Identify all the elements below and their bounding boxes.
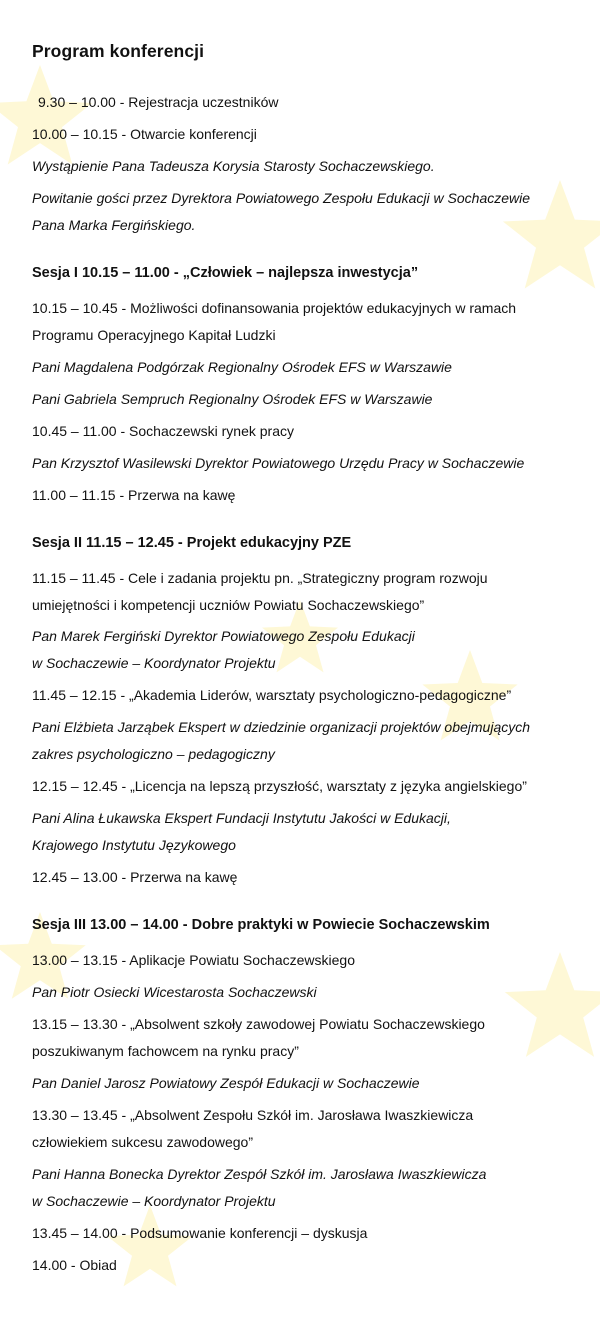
- session-heading: Sesja III 13.00 – 14.00 - Dobre praktyki w Powiecie Sochaczewskim: [32, 917, 490, 933]
- speaker-line: Powitanie gości przez Dyrektora Powiatowego Zespołu Edukacji w Sochaczewie: [32, 190, 531, 206]
- speaker-line: Pani Gabriela Sempruch Regionalny Ośrodek EFS w Warszawie: [32, 391, 433, 407]
- agenda-item: 11.45 – 12.15 - „Akademia Liderów, warsztaty psychologiczno-pedagogiczne”: [32, 687, 512, 703]
- speaker-line: w Sochaczewie – Koordynator Projektu: [32, 655, 276, 671]
- speaker-line: Krajowego Instytutu Językowego: [32, 837, 236, 853]
- speaker-line: Pani Alina Łukawska Ekspert Fundacji Instytutu Jakości w Edukacji,: [32, 810, 451, 826]
- agenda-item: 13.45 – 14.00 - Podsumowanie konferencji – dyskusja: [32, 1225, 368, 1241]
- agenda-item: Programu Operacyjnego Kapitał Ludzki: [32, 327, 276, 343]
- agenda-item: 9.30 – 10.00 - Rejestracja uczestników: [38, 94, 279, 110]
- agenda-item: 10.00 – 10.15 - Otwarcie konferencji: [32, 126, 257, 142]
- speaker-line: Pana Marka Fergińskiego.: [32, 217, 196, 233]
- speaker-line: Pani Magdalena Podgórzak Regionalny Ośrodek EFS w Warszawie: [32, 359, 452, 375]
- agenda-item: 11.00 – 11.15 - Przerwa na kawę: [32, 487, 236, 503]
- speaker-line: w Sochaczewie – Koordynator Projektu: [32, 1193, 276, 1209]
- speaker-line: Pani Hanna Bonecka Dyrektor Zespół Szkół im. Jarosława Iwaszkiewicza: [32, 1166, 487, 1182]
- session-heading: Sesja II 11.15 – 12.45 - Projekt edukacyjny PZE: [32, 535, 352, 551]
- agenda-item: 13.30 – 13.45 - „Absolwent Zespołu Szkół im. Jarosława Iwaszkiewicza: [32, 1107, 474, 1123]
- speaker-line: Pan Krzysztof Wasilewski Dyrektor Powiatowego Urzędu Pracy w Sochaczewie: [32, 455, 525, 471]
- speaker-line: Pani Elżbieta Jarząbek Ekspert w dziedzinie organizacji projektów obejmujących: [32, 719, 531, 735]
- speaker-line: Pan Daniel Jarosz Powiatowy Zespół Edukacji w Sochaczewie: [32, 1075, 420, 1091]
- session-heading: Sesja I 10.15 – 11.00 - „Człowiek – najlepsza inwestycja”: [32, 265, 419, 281]
- speaker-line: Wystąpienie Pana Tadeusza Korysia Starosty Sochaczewskiego.: [32, 158, 435, 174]
- speaker-line: Pan Piotr Osiecki Wicestarosta Sochaczewski: [32, 984, 317, 1000]
- agenda-item: 12.45 – 13.00 - Przerwa na kawę: [32, 869, 238, 885]
- agenda-item: 11.15 – 11.45 - Cele i zadania projektu pn. „Strategiczny program rozwoju: [32, 570, 488, 586]
- agenda-item: człowiekiem sukcesu zawodowego”: [32, 1134, 253, 1150]
- agenda-item: 10.45 – 11.00 - Sochaczewski rynek pracy: [32, 423, 294, 439]
- agenda-item: 10.15 – 10.45 - Możliwości dofinansowania projektów edukacyjnych w ramach: [32, 300, 517, 316]
- agenda-item: poszukiwanym fachowcem na rynku pracy”: [32, 1043, 299, 1059]
- speaker-line: zakres psychologiczno – pedagogiczny: [32, 746, 275, 762]
- agenda-item: 13.15 – 13.30 - „Absolwent szkoły zawodowej Powiatu Sochaczewskiego: [32, 1016, 485, 1032]
- agenda-item: 12.15 – 12.45 - „Licencja na lepszą przyszłość, warsztaty z języka angielskiego”: [32, 778, 527, 794]
- agenda-item: 14.00 - Obiad: [32, 1257, 117, 1273]
- speaker-line: Pan Marek Fergiński Dyrektor Powiatowego Zespołu Edukacji: [32, 628, 415, 644]
- agenda-item: 13.00 – 13.15 - Aplikacje Powiatu Sochaczewskiego: [32, 952, 355, 968]
- page-title: Program konferencji: [32, 41, 205, 61]
- agenda-item: umiejętności i kompetencji uczniów Powiatu Sochaczewskiego”: [32, 597, 425, 613]
